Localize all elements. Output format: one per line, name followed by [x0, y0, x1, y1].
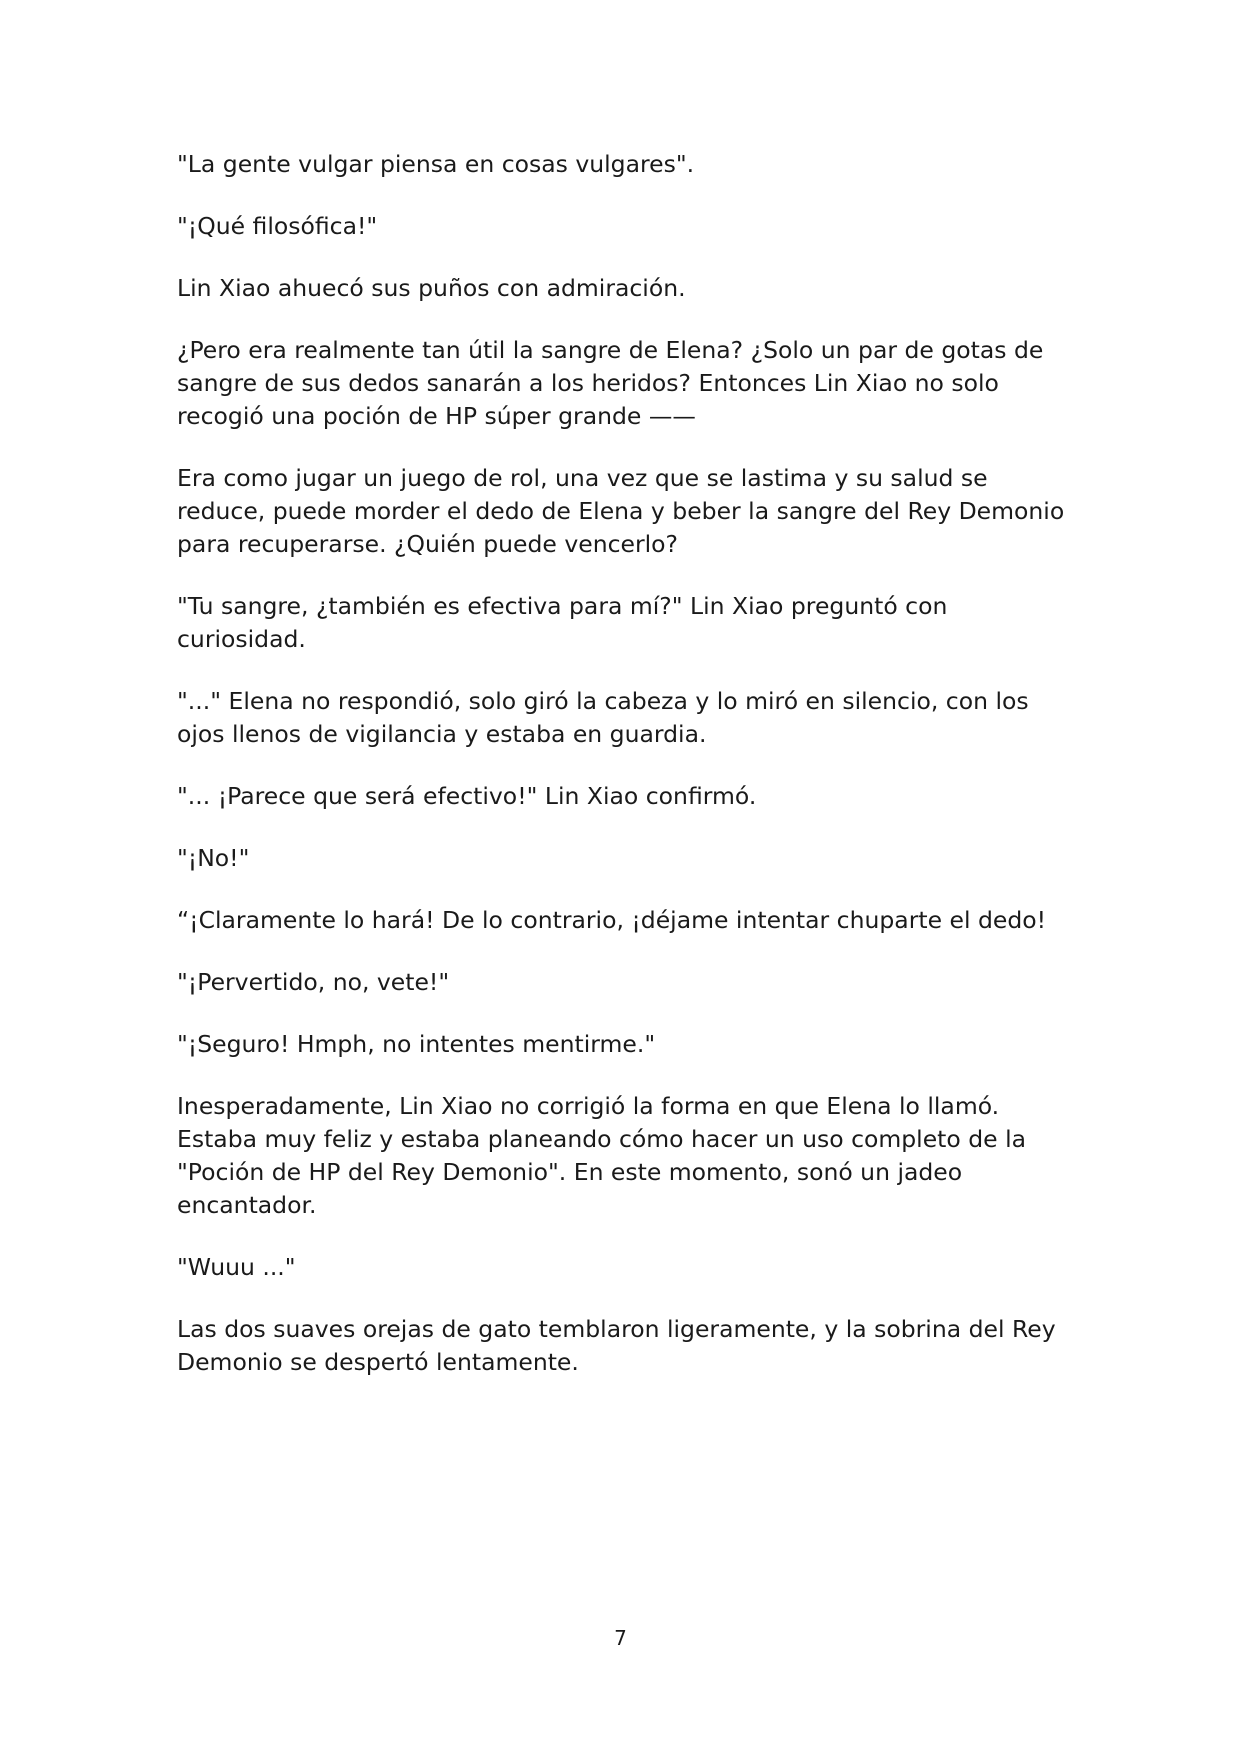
paragraph: ¿Pero era realmente tan útil la sangre de Elena? ¿Solo un par de gotas de sangre de sus dedos sanarán a los heridos? Entonces Lin Xiao no solo recogió una poción de HP súper grande —— — [177, 336, 1044, 430]
page-number: 7 — [614, 1626, 627, 1650]
paragraph: "Tu sangre, ¿también es efectiva para mí?" Lin Xiao preguntó con curiosidad. — [177, 592, 948, 653]
paragraph: Lin Xiao ahuecó sus puños con admiración. — [177, 274, 686, 302]
paragraph: "Wuuu ..." — [177, 1253, 296, 1281]
paragraph: "¡Seguro! Hmph, no intentes mentirme." — [177, 1030, 656, 1058]
paragraph: “¡Claramente lo hará! De lo contrario, ¡déjame intentar chuparte el dedo! — [177, 906, 1047, 934]
page-body — [177, 148, 1077, 1408]
paragraph: "¡No!" — [177, 844, 250, 872]
paragraph: "..." Elena no respondió, solo giró la cabeza y lo miró en silencio, con los ojos llenos de vigilancia y estaba en guardia. — [177, 687, 1029, 748]
paragraph: Las dos suaves orejas de gato temblaron ligeramente, y la sobrina del Rey Demonio se despertó lentamente. — [177, 1315, 1056, 1376]
paragraph: "¡Pervertido, no, vete!" — [177, 968, 450, 996]
paragraph: Inesperadamente, Lin Xiao no corrigió la forma en que Elena lo llamó. Estaba muy feliz y estaba planeando cómo hacer un uso completo de la "Poción de HP del Rey Demonio". En este momento, sonó un jadeo encantador. — [177, 1092, 1027, 1219]
paragraph: "... ¡Parece que será efectivo!" Lin Xiao confirmó. — [177, 782, 757, 810]
paragraph: "¡Qué filosófica!" — [177, 212, 378, 240]
paragraph: Era como jugar un juego de rol, una vez que se lastima y su salud se reduce, puede morder el dedo de Elena y beber la sangre del Rey Demonio para recuperarse. ¿Quién puede vencerlo? — [177, 464, 1065, 558]
paragraph: "La gente vulgar piensa en cosas vulgares". — [177, 150, 695, 178]
